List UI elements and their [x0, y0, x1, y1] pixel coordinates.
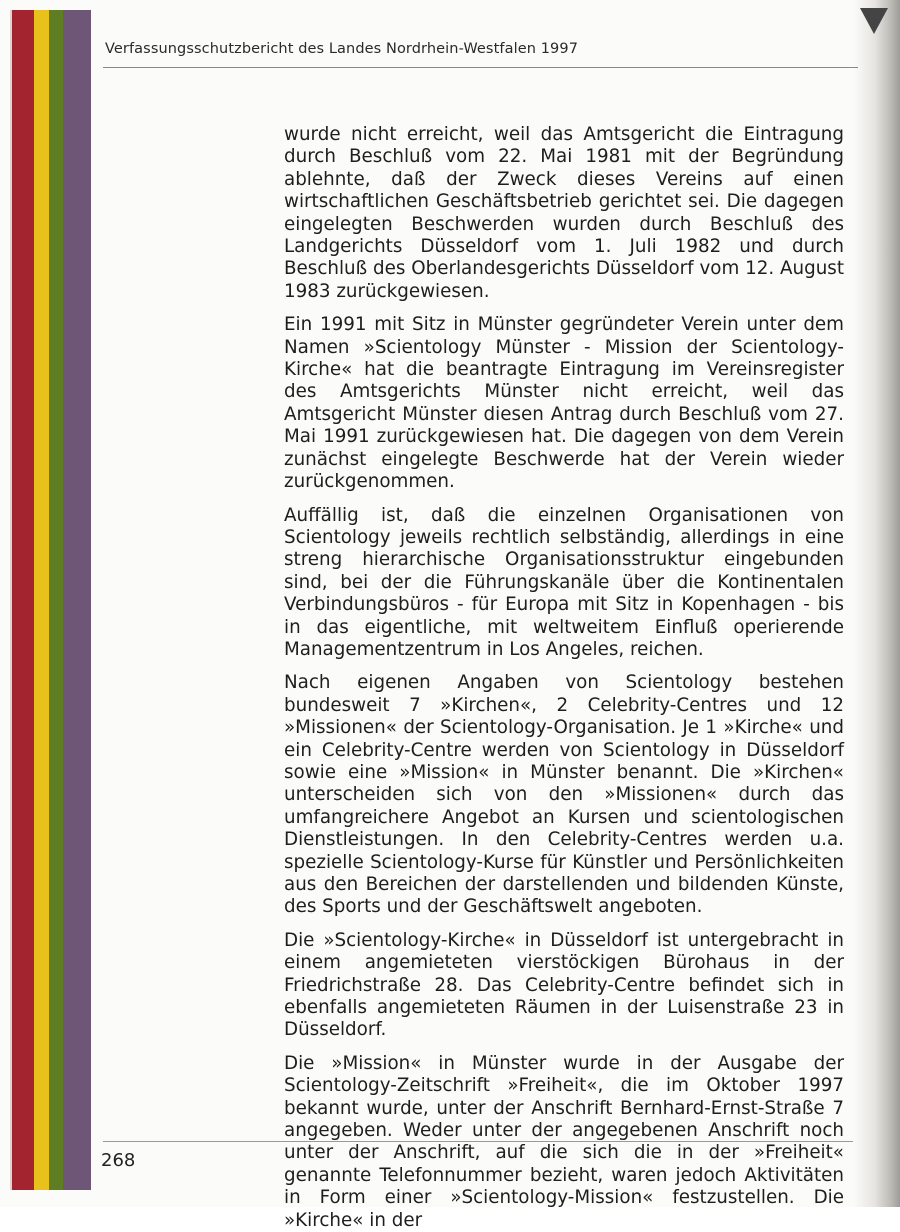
running-header: Verfassungsschutzbericht des Landes Nordrhein-Westfalen 1997	[105, 41, 579, 57]
paragraph: Die »Scientology-Kirche« in Düsseldorf ist untergebracht in einem angemieteten vierstöckigen Bürohaus in der Friedrichstraße 28. Das Celebrity-Centre befindet sich in ebenfalls angemieteten Räumen in der Luisenstraße 23 in Düsseldorf.	[284, 929, 844, 1041]
header-rule	[103, 67, 858, 68]
paragraph: Nach eigenen Angaben von Scientology bestehen bundesweit 7 »Kirchen«, 2 Celebrity-Centres und 12 »Missionen« der Scientology-Organisation. Je 1 »Kirche« und ein Celebrity-Centre werden von Scientology in Düsseldorf sowie eine »Mission« in Münster benannt. Die »Kirchen« unterscheiden sich von den »Missionen« durch das umfangreichere Angebot an Kursen und scientologischen Dienstleistungen. In den Celebrity-Centres werden u.a. spezielle Scientology-Kurse für Künstler und Persönlichkeiten aus den Bereichen der darstellenden und bildenden Künste, des Sports und der Geschäftswelt angeboten.	[284, 672, 844, 918]
footer-rule	[103, 1141, 853, 1142]
color-tab-green	[49, 10, 63, 1190]
body-text	[284, 124, 844, 1232]
page-number: 268	[101, 1150, 136, 1171]
paragraph: Auffällig ist, daß die einzelnen Organisationen von Scientology jeweils rechtlich selbständig, allerdings in eine streng hierarchische Organisationsstruktur eingebunden sind, bei der die Führungskanäle über die Kontinentalen Verbindungsbüros - für Europa mit Sitz in Kopenhagen - bis in das eigentliche, mit weltweitem Einfluß operierende Managementzentrum in Los Angeles, reichen.	[284, 504, 844, 660]
paragraph: Ein 1991 mit Sitz in Münster gegründeter Verein unter dem Namen »Scientology Münster - Mission der Scientology-Kirche« hat die beantragte Eintragung im Vereinsregister des Amtsgerichts Münster nicht erreicht, weil das Amtsgericht Münster diesen Antrag durch Beschluß vom 27. Mai 1991 zurückgewiesen hat. Die dagegen von dem Verein zunächst eingelegte Beschwerde hat der Verein wieder zurückgenommen.	[284, 314, 844, 493]
color-tab-purple	[63, 10, 91, 1190]
paragraph: Die »Mission« in Münster wurde in der Ausgabe der Scientology-Zeitschrift »Freiheit«, die im Oktober 1997 bekannt wurde, unter der Anschrift Bernhard-Ernst-Straße 7 angegeben. Weder unter der angegebenen Anschrift noch unter der Anschrift, auf die sich die in der »Freiheit« genannte Telefonnummer bezieht, waren jedoch Aktivitäten in Form einer »Scientology-Mission« festzustellen. Die »Kirche« in der	[284, 1052, 844, 1231]
color-tab-red	[12, 10, 34, 1190]
paragraph: wurde nicht erreicht, weil das Amtsgericht die Eintragung durch Beschluß vom 22. Mai 1981 mit der Begründung ablehnte, daß der Zweck dieses Vereins auf einen wirtschaftlichen Geschäftsbetrieb gerichtet sei. Die dagegen eingelegten Beschwerden wurden durch Beschluß des Landgerichts Düsseldorf vom 1. Juli 1982 und durch Beschluß des Oberlandesgerichts Düsseldorf vom 12. August 1983 zurückgewiesen.	[284, 124, 844, 302]
book-binding-shadow	[854, 0, 900, 1207]
color-tab-yellow	[34, 10, 49, 1190]
bookmark-notch	[860, 8, 888, 34]
